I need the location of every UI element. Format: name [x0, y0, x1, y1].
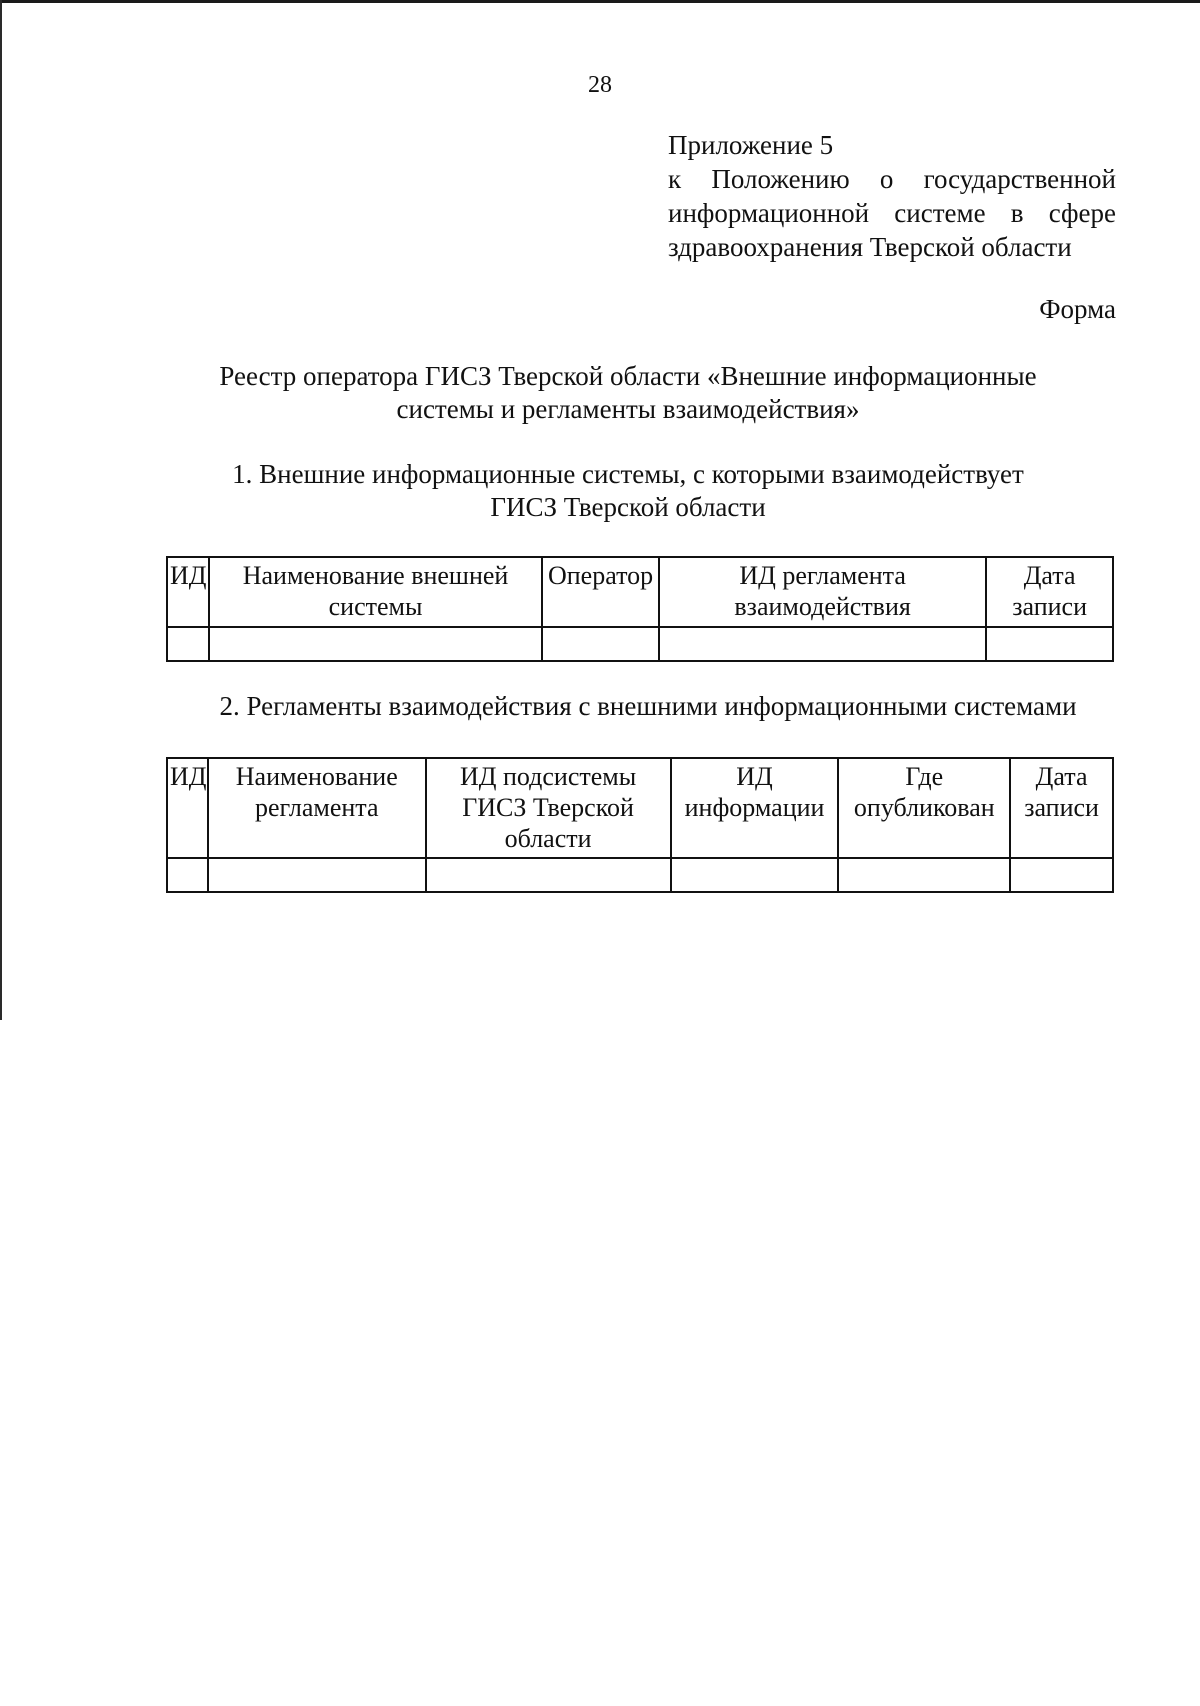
title-line-2: системы и регламенты взаимодействия» — [396, 394, 860, 424]
section1-title-line-1: 1. Внешние информационные системы, с которыми взаимодействует — [232, 459, 1024, 489]
table-cell-empty[interactable] — [208, 858, 426, 892]
appendix-number: Приложение 5 — [668, 130, 834, 160]
table-cell-empty[interactable] — [838, 858, 1010, 892]
table-header-row — [167, 557, 1113, 627]
col-header-operator: Оператор — [542, 557, 659, 627]
col-header-published-where: Где опубликован — [838, 758, 1010, 858]
table-header-row — [167, 758, 1113, 858]
appendix-header — [668, 128, 1116, 264]
col-header-information-id: ИД информации — [671, 758, 839, 858]
table-cell-empty[interactable] — [542, 627, 659, 661]
table-cell-empty[interactable] — [986, 627, 1113, 661]
regulations-table — [166, 757, 1114, 893]
table-row — [167, 627, 1113, 661]
table-cell-empty[interactable] — [671, 858, 839, 892]
col-header-id: ИД — [167, 758, 208, 858]
form-label: Форма — [1039, 294, 1116, 324]
col-header-subsystem-id: ИД подсистемы ГИСЗ Тверской области — [426, 758, 671, 858]
table-cell-empty[interactable] — [209, 627, 542, 661]
col-header-id: ИД — [167, 557, 209, 627]
external-systems-table — [166, 556, 1114, 662]
appendix-line-2: к Положению о государственной — [668, 164, 1116, 194]
table-row — [167, 858, 1113, 892]
title-line-1: Реестр оператора ГИСЗ Тверской области «Внешние информационные — [219, 361, 1037, 391]
col-header-record-date: Дата записи — [986, 557, 1113, 627]
table-cell-empty[interactable] — [167, 627, 209, 661]
appendix-line-3: информационной системе в сфере — [668, 198, 1116, 228]
document-title — [0, 360, 1200, 426]
section1-title — [0, 458, 1200, 524]
table-cell-empty[interactable] — [1010, 858, 1113, 892]
table-cell-empty[interactable] — [659, 627, 986, 661]
section1-title-line-2: ГИСЗ Тверской области — [490, 492, 766, 522]
col-header-regulation-name: Наименование регламента — [208, 758, 426, 858]
page-number: 28 — [588, 72, 612, 98]
col-header-record-date: Дата записи — [1010, 758, 1113, 858]
table-cell-empty[interactable] — [167, 858, 208, 892]
appendix-line-4: здравоохранения Тверской области — [668, 232, 1072, 262]
col-header-regulation-id: ИД регламента взаимодействия — [659, 557, 986, 627]
table-cell-empty[interactable] — [426, 858, 671, 892]
col-header-system-name: Наименование внешней системы — [209, 557, 542, 627]
section2-title: 2. Регламенты взаимодействия с внешними информационными системами — [219, 691, 1077, 721]
scan-edge-top — [0, 0, 1200, 3]
